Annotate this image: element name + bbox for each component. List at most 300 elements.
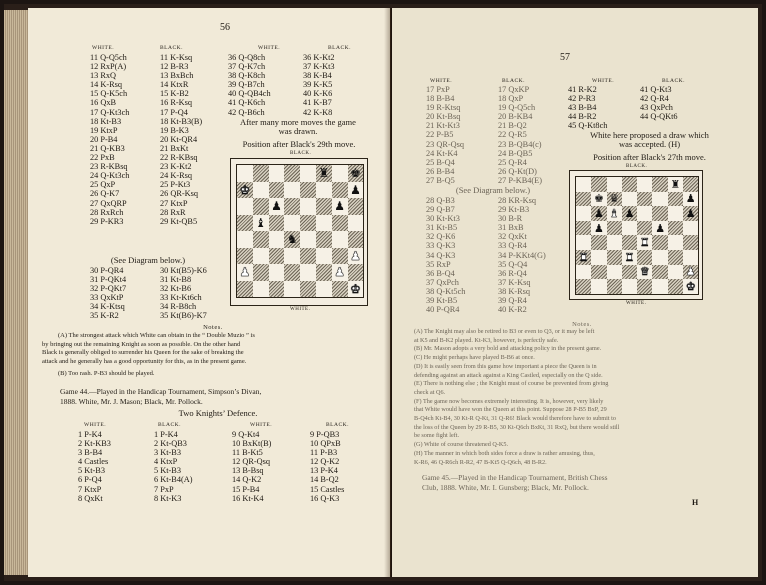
text-line: 29 Kt-B3 [498,205,530,215]
board-square [668,235,683,250]
board-square [683,192,698,207]
board-square [652,279,667,294]
text-line: 38 Q-Kt5ch [426,286,466,296]
book-spread [4,4,762,581]
board-square [637,177,652,192]
text-line: 15 Q-K5ch [90,89,128,99]
black-pawn-icon: ♟ [271,199,282,214]
opening-title: Two Knights’ Defence. [178,408,258,418]
text-line: 12 QR-Qsq [232,457,271,467]
text-line: 15 K-B2 [160,89,189,99]
board-square [316,281,332,298]
text-line: 23 K-Kt2 [160,162,192,172]
text-line: 20 Kt-Bsq [426,112,461,122]
text-line: 18 B-B4 [426,94,455,104]
text-line: 12 Q-K2 [310,457,340,467]
board-square [576,192,591,207]
chess-diagram [230,158,368,306]
board-square [652,265,667,280]
text-line: (G) White of course threatened Q-K5. [414,441,509,449]
board-square [269,198,285,215]
board-square [683,221,698,236]
text-line: 5 Kt-B3 [154,466,181,476]
board-square [269,248,285,265]
board-square [253,248,269,265]
board-square [284,248,300,265]
text-line: 31 BxB [498,223,524,233]
text-line: 36 K-Kt2 [303,53,335,62]
white-bishop-icon: ♝ [609,206,620,220]
text-line: 17 Q-Kt3ch [90,107,130,117]
text-line: 37 QxPch [426,277,459,287]
board-square [591,221,606,236]
text-line: 10 QPxB [310,439,341,449]
right-page [392,8,758,577]
board-square [300,264,316,281]
game-heading: Game 44.—Played in the Handicap Tournament, Simpson’s Divan, 1888. White, Mr. J. Mason; Black, Mr. Pollock. [60,387,262,406]
page-number: 57 [560,52,570,63]
text-line: 34 P-KKt4(G) [498,250,546,260]
board-square [637,221,652,236]
board-square [332,231,348,248]
board-square [253,215,269,232]
text-line: 35 Kt(B6)-K7 [160,311,207,321]
moves-col1-after [90,266,126,321]
board-square [237,215,253,232]
board-square [637,250,652,265]
text-line: 41 Q-Kt3 [640,85,672,94]
text-line: 3 Kt-B3 [154,448,181,458]
board-square [332,198,348,215]
text-line: 16 R-Ksq [160,98,193,108]
text-line: 38 K-Rsq [498,286,531,296]
board-label-white: WHITE. [626,301,647,306]
text-line: 11 B-Kt5 [232,448,263,458]
text-line: 4 Castles [78,457,109,467]
board-square [332,248,348,265]
text-line: 39 Kt-B5 [426,296,458,306]
text-line: 1 P-K4 [154,430,178,439]
text-line: 40 Q-QB4ch [228,89,271,99]
board-square [348,231,364,248]
text-line: 19 KtxP [90,125,118,135]
text-line: 28 RxRch [90,207,124,217]
board-square [683,206,698,221]
board-label-white: WHITE. [290,307,311,312]
text-line: 9 Q-Kt4 [232,430,260,439]
board-square [637,192,652,207]
col-header-black: BLACK. [502,78,526,84]
text-line: 24 Kt-K4 [426,148,458,158]
text-line: 27 B-Q5 [426,175,455,185]
board-square [237,231,253,248]
board-square [591,250,606,265]
col-header-black: BLACK. [662,78,686,84]
text-line: 21 B-Q2 [498,121,527,131]
text-line: at K5 and B-K2 played. Kt-K3, however, is perfectly safe. [414,336,559,344]
text-line: 16 Kt-K4 [232,493,264,503]
moves-col2-after [498,196,546,314]
game-col-header: BLACK. [326,422,350,428]
board-label-black: BLACK. [290,151,312,156]
text-line: 20 P-B4 [90,134,118,144]
board-square [348,248,364,265]
moves-col2 [498,85,542,185]
text-line: 30 Kt-Kt3 [426,214,460,224]
black-pawn-icon: ♟ [350,182,361,197]
text-line: 23 QR-Qsq [426,139,465,149]
text-line: 34 Q-K3 [426,250,456,260]
text-line: 24 B-QB5 [498,148,533,158]
game-moves-col1 [78,430,111,503]
notes-title: Notes. [203,324,223,331]
position-caption: Position after Black's 27th move. [593,152,706,162]
text-line: 27 QxQRP [90,198,127,208]
text-line: 37 K-Ksq [498,277,531,287]
text-line: 31 P-QKt4 [90,275,127,285]
board-square [637,279,652,294]
board-square [332,182,348,199]
board-label-black: BLACK. [626,164,648,169]
board-square [622,265,637,280]
text-line: 38 K-B4 [303,71,332,81]
moves-col4 [303,53,335,117]
text-line: 36 B-Q4 [426,268,455,278]
board-square [316,248,332,265]
black-rook-icon: ♜ [670,177,681,191]
white-king-icon: ♚ [685,279,696,293]
text-line: 26 Q-K7 [90,189,120,199]
board-square [607,265,622,280]
text-line: 1 P-K4 [78,430,102,439]
board-square [300,248,316,265]
board-square [348,182,364,199]
text-line: 41 K-B7 [303,98,332,108]
black-bishop-icon: ♝ [255,215,267,230]
board-square [237,182,253,199]
board-square [668,265,683,280]
col-header-white: WHITE. [92,45,115,51]
board-square [637,265,652,280]
board-square [316,182,332,199]
board-square [316,264,332,281]
board-square [607,221,622,236]
text-line: 8 Kt-K3 [154,493,182,503]
text-line: 42 P-R3 [568,94,596,104]
game-col-header: WHITE. [84,422,107,428]
board-square [253,281,269,298]
text-line: 22 PxB [90,153,115,163]
text-line: 32 P-QKt7 [90,284,127,294]
text-line: 23 B-QB4(c) [498,139,542,149]
text-line: 28 RxR [160,207,186,217]
text-line: 19 R-Ktsq [426,103,461,113]
see-diagram-note: (See Diagram below.) [110,255,186,265]
text-line: 8 QxKt [78,493,103,503]
board-square [300,182,316,199]
black-king-icon: ♚ [594,192,604,206]
text-line: 26 QR-Ksq [160,189,199,199]
black-pawn-icon: ♟ [655,221,666,235]
text-line: (A) The Knight may also be retired to B3 or even to Q3, or it may be left [414,328,595,335]
text-line: 37 K-Kt3 [303,62,335,72]
draw-note: White here proposed a draw which was accepted. (H) [590,130,709,149]
text-line: 17 QxKP [498,85,530,94]
moves-col4 [640,85,678,130]
text-line: 30 Kt(B5)-K6 [160,266,207,275]
board-square [253,165,269,182]
text-line: 16 Q-K3 [310,493,340,503]
text-line: 40 P-QR4 [426,305,460,315]
text-line: 16 QxB [90,98,117,108]
board-square [591,235,606,250]
text-line: 13 P-K4 [310,466,338,476]
board-square [622,192,637,207]
text-line: 33 Q-R4 [498,241,527,251]
text-line: 19 Q-Q5ch [498,103,536,113]
col-header-black: BLACK. [328,45,352,51]
col-header-white: WHITE. [258,45,281,51]
board-square [284,165,300,182]
text-line: (E) There is nothing else ; the Knight must of course be prevented from giving [414,380,609,388]
text-line: 7 PxP [154,484,174,494]
board-square [576,177,591,192]
board-square [348,165,364,182]
board-square [348,198,364,215]
white-queen-icon: ♛ [639,265,650,279]
board-square [668,192,683,207]
board-square [591,177,606,192]
board-square [269,231,285,248]
page-number: 56 [220,22,230,33]
text-line: 7 KtxP [78,484,102,494]
white-king-icon: ♚ [239,182,251,197]
board-square [316,198,332,215]
board-square [622,250,637,265]
text-line: 13 B-Bsq [232,466,264,476]
note-b: (B) Too rash. P-B3 should be played. [58,370,155,377]
white-king-icon: ♚ [350,281,361,296]
text-line: 22 R-KBsq [160,153,198,163]
text-line: 29 Kt-QB5 [160,216,198,226]
board-square [576,235,591,250]
text-line: 28 Q-B3 [426,196,455,205]
black-pawn-icon: ♟ [594,206,604,220]
text-line: 13 RxQ [90,71,117,81]
text-line: 38 Q-K8ch [228,71,266,81]
text-line: 26 Q-Kt(D) [498,166,537,176]
board-square [683,279,698,294]
white-pawn-icon: ♟ [239,265,251,280]
text-line: 21 Kt-Kt3 [426,121,460,131]
board-square [332,165,348,182]
board-square [284,182,300,199]
black-king-icon: ♚ [350,166,361,181]
board-square [683,265,698,280]
board-square [284,198,300,215]
drawn-note: After many more moves the game was drawn. [240,117,356,136]
board-square [332,281,348,298]
board-square [652,192,667,207]
text-line: 6 Kt-B4(A) [154,475,193,485]
text-line: 45 Q-Kt8ch [568,121,608,131]
text-line: 12 B-R3 [160,62,189,72]
position-caption: Position after Black's 29th move. [242,139,356,149]
board-square [284,231,300,248]
board-square [607,177,622,192]
text-line: 36 R-Q4 [498,268,527,278]
board-square [637,235,652,250]
text-line: 13 BxBch [160,71,194,81]
board-square [607,235,622,250]
white-pawn-icon: ♟ [685,265,696,279]
board-square [284,215,300,232]
board-square [300,231,316,248]
board-square [237,165,253,182]
board-square [652,221,667,236]
text-line: 33 Kt-Kt6ch [160,293,202,303]
white-rook-icon: ♜ [624,250,635,264]
text-line: K-R6, 46 Q-R6ch R-R2, 47 B-Kt5 Q-Q6ch, 48 B-R2. [414,458,547,466]
board-square [269,281,285,298]
board-square [576,279,591,294]
board-square [300,165,316,182]
text-line: defending against an attack against a King Castled, especially on the Q side. [414,371,603,379]
text-line: 25 Q-R4 [498,157,527,167]
text-line: 30 P-QR4 [90,266,124,275]
board-square [269,215,285,232]
text-line: 24 Q-Kt3ch [90,171,130,181]
board-square [269,165,285,182]
board-square [652,177,667,192]
text-line: 41 Q-K6ch [228,98,266,108]
moves-col1 [426,85,464,185]
game-moves-col3 [232,430,271,503]
text-line: 35 K-R2 [90,311,119,321]
board-square [622,235,637,250]
text-line: 19 B-K3 [160,125,189,135]
board-square [668,206,683,221]
text-line: 42 K-K8 [303,107,333,117]
moves-col1-after [426,196,465,314]
text-line: (C) He might perhaps have played B-B6 at once. [414,354,535,362]
board-square [284,264,300,281]
text-line: 18 Kt-B3 [90,116,122,126]
text-line: 25 B-Q4 [426,157,455,167]
text-line: 43 QxPch [640,103,673,113]
moves-col2 [160,53,202,226]
text-line: 43 B-B4 [568,103,597,113]
board-square [607,279,622,294]
board-square [607,250,622,265]
board-square [576,206,591,221]
board-square [607,192,622,207]
board-square [607,206,622,221]
text-line: 22 P-B5 [426,130,454,140]
col-header-white: WHITE. [430,78,453,84]
board-square [683,235,698,250]
board-square [591,279,606,294]
board-square [332,264,348,281]
text-line: 42 Q-B6ch [228,107,265,117]
board-square [300,215,316,232]
text-line: 17 PxP [426,85,450,94]
text-line: 39 K-K5 [303,80,333,90]
text-line: 27 KtxP [160,198,188,208]
text-line: 5 Kt-B3 [78,466,105,476]
text-line: that White would have won the Queen at this point. Suppose 28 P-B5 BxP, 29 [414,406,607,414]
board-square [237,264,253,281]
col-header-black: BLACK. [160,45,184,51]
board-square [591,206,606,221]
white-rook-icon: ♜ [639,236,650,250]
board-square [622,177,637,192]
text-line: 39 Q-R4 [498,296,527,306]
text-line: (D) It is easily seen from this game how important a piece the Queen is in [414,362,597,370]
board-square [316,165,332,182]
text-line: 15 Castles [310,484,345,494]
text-line: 11 K-Ksq [160,53,193,62]
text-line: 34 K-Ktsq [90,302,125,312]
black-pawn-icon: ♟ [685,192,696,206]
black-pawn-icon: ♟ [334,199,346,214]
text-line: 25 QxP [90,180,116,190]
moves-col2-after [160,266,207,321]
white-pawn-icon: ♟ [334,265,346,280]
board-square [591,192,606,207]
text-line: 33 QxKtP [90,293,124,303]
board-square [332,215,348,232]
text-line: 32 Q-K6 [426,232,456,242]
game-moves-col4 [310,430,344,503]
board-square [348,215,364,232]
text-line: 14 KtxR [160,80,189,90]
text-line: check at Q6. [414,388,446,396]
text-line: 31 Kt-B5 [426,223,458,233]
text-line: 21 Q-KB3 [90,143,125,153]
board-square [652,250,667,265]
board-square [622,206,637,221]
board-square [668,177,683,192]
board-square [269,264,285,281]
board-square [237,281,253,298]
white-pawn-icon: ♟ [350,248,361,263]
chess-diagram [569,170,703,300]
text-line: (B) Mr. Mason adopts a very bold and attacking policy in the present game. [414,345,602,353]
black-knight-icon: ♞ [286,232,298,247]
board-square [622,221,637,236]
text-line: 6 P-Q4 [78,475,102,485]
text-line: 42 Q-R4 [640,94,669,104]
black-rook-icon: ♜ [318,166,330,181]
text-line: 28 KR-Ksq [498,196,537,205]
text-line: 33 Q-K3 [426,241,456,251]
notes-title: Notes. [572,321,592,328]
board-square [348,281,364,298]
game-moves-col2 [154,430,192,503]
board-square [253,231,269,248]
text-line: 40 K-K6 [303,89,333,99]
game-col-header: BLACK. [158,422,182,428]
text-line: 18 Kt-B3(B) [160,116,203,126]
board-square [683,177,698,192]
board-square [253,182,269,199]
text-line: 11 Q-Q5ch [90,53,127,62]
text-line: 10 BxKt(B) [232,439,272,449]
board-square [652,206,667,221]
board-square [300,198,316,215]
text-line: 21 BxKt [160,143,189,153]
